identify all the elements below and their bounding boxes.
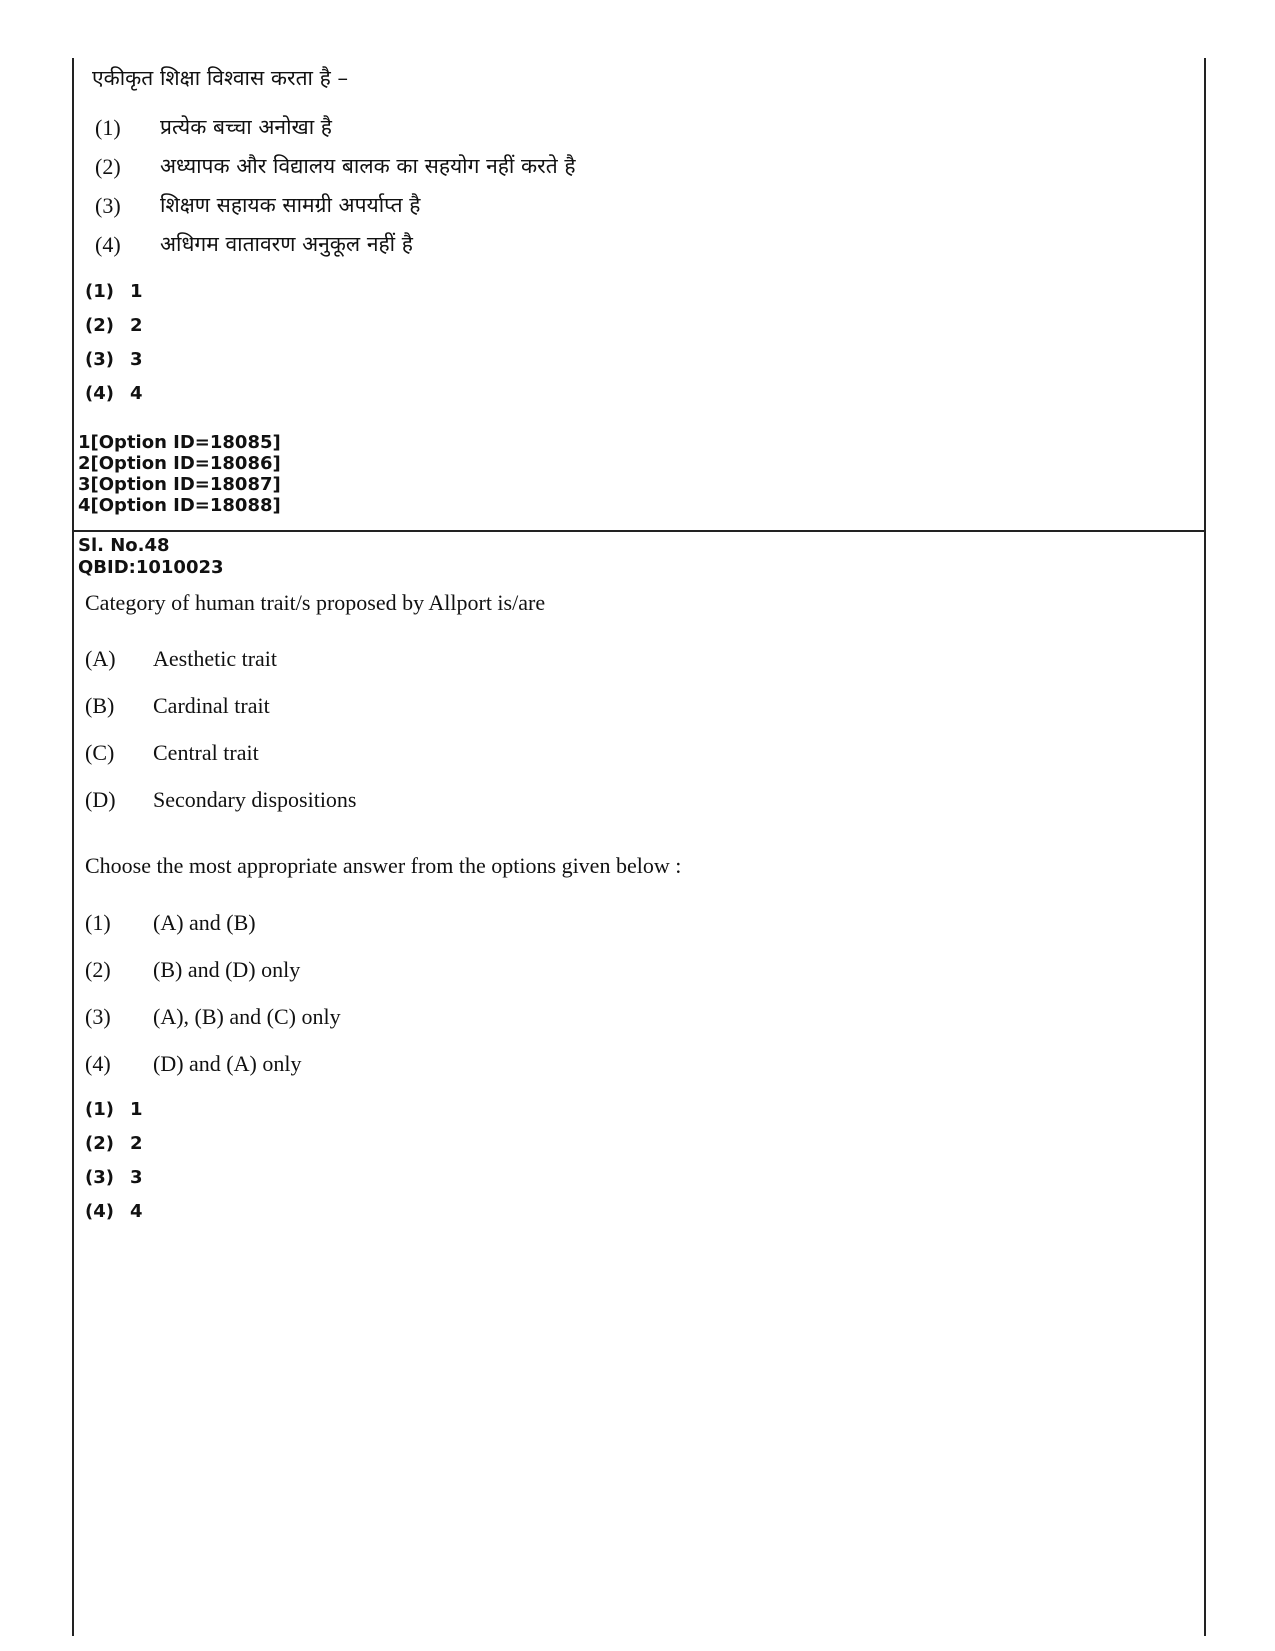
q47-statement-3-text: शिक्षण सहायक सामग्री अपर्याप्त है [160,193,421,217]
q47-option-4-num: (4) [85,383,114,404]
q48-choice-3-num: (3) [85,1004,111,1029]
q47-option-2-num: (2) [85,315,114,336]
option-id-1: 1[Option ID=18085] [78,432,281,453]
q48-statement-b-num: (B) [85,693,115,718]
q47-statement-3-num: (3) [95,193,121,218]
q48-instruction: Choose the most appropriate answer from the options given below : [85,853,682,878]
q48-statement-c-num: (C) [85,740,115,765]
q48-stem: Category of human trait/s proposed by Allport is/are [85,590,546,615]
q47-option-3-value: 3 [130,349,143,370]
q48-option-1-value: 1 [130,1099,143,1120]
q47-option-1-value: 1 [130,281,143,302]
q48-option-1-num: (1) [85,1099,114,1120]
q47-statement-2-text: अध्यापक और विद्यालय बालक का सहयोग नहीं करते है [160,154,576,178]
q48-statement-a-num: (A) [85,646,116,671]
q48-option-3-value: 3 [130,1167,143,1188]
q48-statement-b-text: Cardinal trait [153,693,270,718]
q47-stem: एकीकृत शिक्षा विश्वास करता है – [92,66,348,90]
q48-option-4-num: (4) [85,1201,114,1222]
q47-statement-4-num: (4) [95,232,121,257]
q48-statement-a-text: Aesthetic trait [153,646,278,671]
q48-option-4-value: 4 [130,1201,143,1222]
q48-choice-4-num: (4) [85,1051,111,1076]
q48-choice-4-text: (D) and (A) only [153,1051,302,1076]
option-id-4: 4[Option ID=18088] [78,495,281,516]
q47-option-ids [78,432,281,516]
q48-choice-3-text: (A), (B) and (C) only [153,1004,341,1029]
q48-choice-2-num: (2) [85,957,111,982]
q47-option-3-num: (3) [85,349,114,370]
q48-option-2-num: (2) [85,1133,114,1154]
q47-option-1-num: (1) [85,281,114,302]
page-frame [72,58,1206,1636]
option-id-2: 2[Option ID=18086] [78,453,281,474]
q48-choice-1-text: (A) and (B) [153,910,256,935]
q48-statement-c-text: Central trait [153,740,259,765]
question-divider [72,530,1206,532]
q47-statement-2-num: (2) [95,154,121,179]
q48-sl-no: Sl. No.48 [78,535,170,556]
q47-statement-1-text: प्रत्येक बच्चा अनोखा है [160,115,332,139]
q48-choice-2-text: (B) and (D) only [153,957,301,982]
q48-choice-1-num: (1) [85,910,111,935]
q48-statement-d-num: (D) [85,787,116,812]
q47-option-2-value: 2 [130,315,143,336]
q47-statement-1-num: (1) [95,115,121,140]
option-id-3: 3[Option ID=18087] [78,474,281,495]
q47-option-4-value: 4 [130,383,143,404]
q47-statement-4-text: अधिगम वातावरण अनुकूल नहीं है [160,232,413,256]
q48-qbid: QBID:1010023 [78,557,224,578]
q48-option-2-value: 2 [130,1133,143,1154]
q48-statement-d-text: Secondary dispositions [153,787,357,812]
q48-option-3-num: (3) [85,1167,114,1188]
